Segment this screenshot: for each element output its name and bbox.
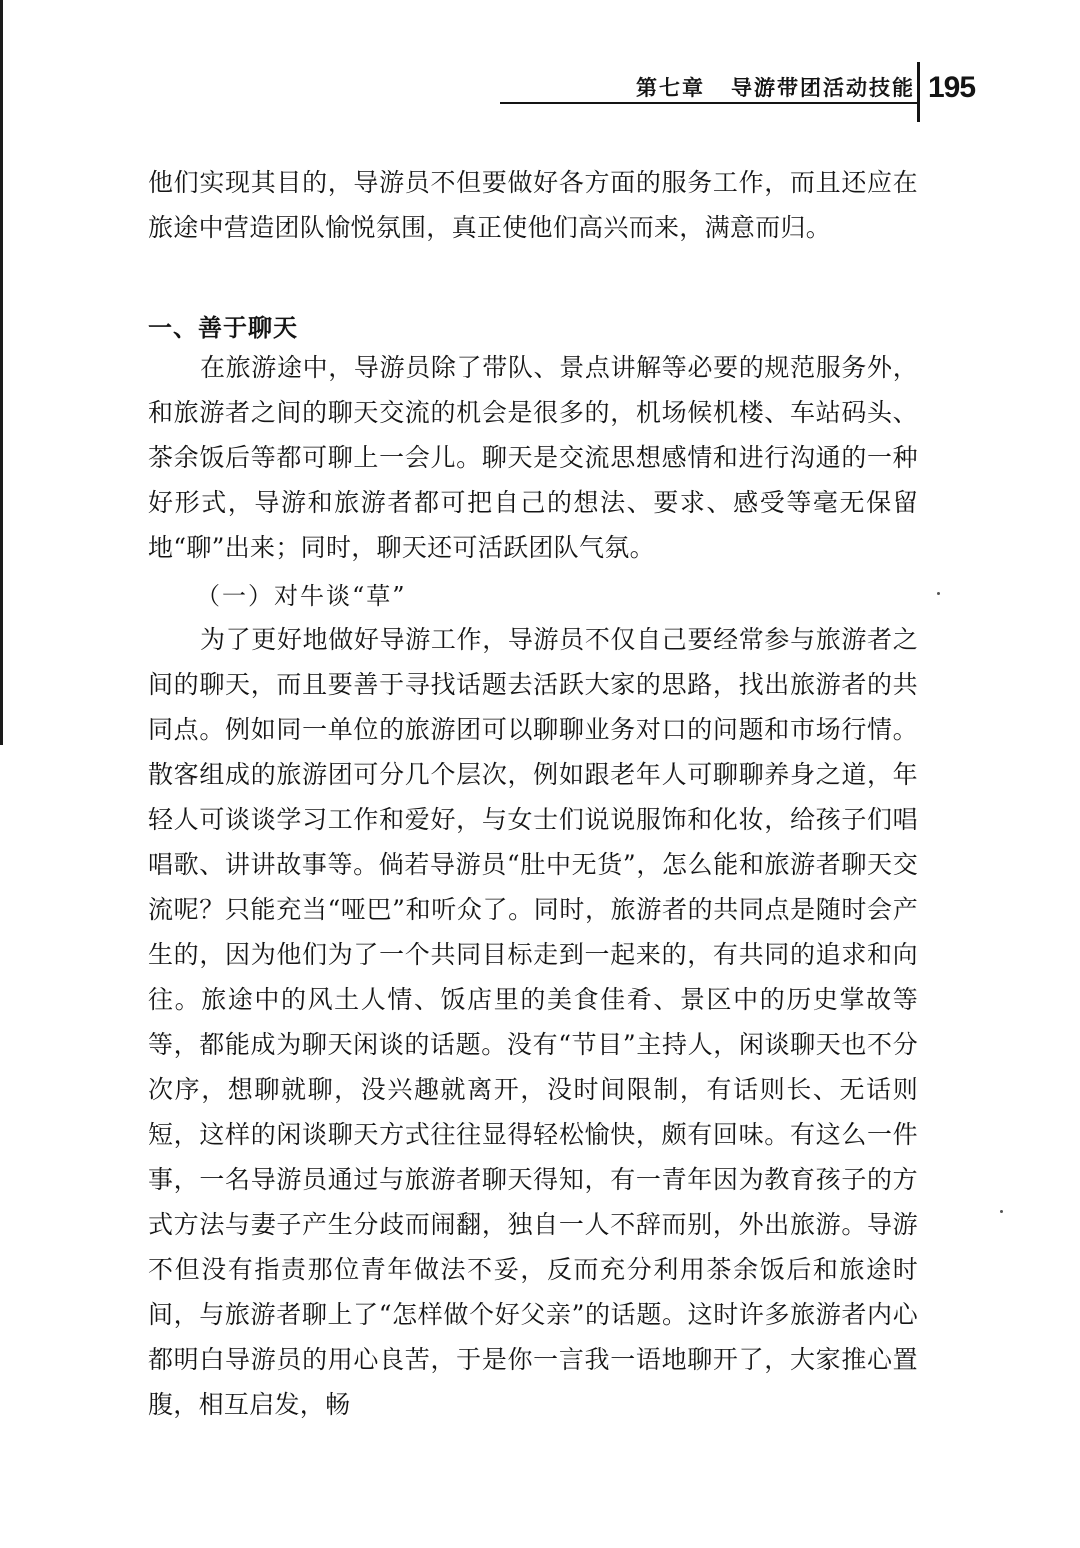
page-number: 195: [928, 71, 976, 104]
chapter-label: 第七章: [636, 76, 705, 100]
subsection-paragraph: 为了更好地做好导游工作，导游员不仅自己要经常参与旅游者之间的聊天，而且要善于寻找话题去活跃大家的思路，找出旅游者的共同点。例如同一单位的旅游团可以聊聊业务对口的问题和市场行情。散客组成的旅游团可分几个层次，例如跟老年人可聊聊养身之道，年轻人可谈谈学习工作和爱好，与女士们说说服饰和化妆，给孩子们唱唱歌、讲讲故事等。倘若导游员“肚中无货”，怎么能和旅游者聊天交流呢？只能充当“哑巴”和听众了。同时，旅游者的共同点是随时会产生的，因为他们为了一个共同目标走到一起来的，有共同的追求和向往。旅途中的风土人情、饭店里的美食佳肴、景区中的历史掌故等等，都能成为聊天闲谈的话题。没有“节目”主持人，闲谈聊天也不分次序，想聊就聊，没兴趣就离开，没时间限制，有话则长、无话则短，这样的闲谈聊天方式往往显得轻松愉快，颇有回味。有这么一件事，一名导游员通过与旅游者聊天得知，有一青年因为教育孩子的方式方法与妻子产生分歧而闹翻，独自一人不辞而别，外出旅游。导游不但没有指责那位青年做法不妥，反而充分利用茶余饭后和旅途时间，与旅游者聊上了“怎样做个好父亲”的话题。这时许多旅游者内心都明白导游员的用心良苦，于是你一言我一语地聊开了，大家推心置腹，相互启发，畅: [148, 625, 918, 1419]
header-rule: [500, 102, 918, 104]
section-heading: 一、善于聊天: [148, 314, 298, 342]
chapter-title: 导游带团活动技能: [731, 76, 915, 100]
section-paragraph: 在旅游途中，导游员除了带队、景点讲解等必要的规范服务外，和旅游者之间的聊天交流的机会是很多的，机场候机楼、车站码头、茶余饭后等都可聊上一会儿。聊天是交流思想感情和进行沟通的一种好形式，导游和旅游者都可把自己的想法、要求、感受等毫无保留地“聊”出来；同时，聊天还可活跃团队气氛。: [148, 353, 918, 562]
scan-speck: [937, 592, 940, 595]
header-vertical-bar: [917, 62, 920, 122]
scan-edge-line: [0, 0, 3, 745]
scan-speck: [1000, 1210, 1003, 1213]
running-header: [505, 72, 915, 102]
subsection-paragraph-block: [148, 617, 918, 1427]
section-paragraph-block: [148, 345, 918, 570]
intro-paragraph: 他们实现其目的，导游员不但要做好各方面的服务工作，而且还应在旅途中营造团队愉悦氛围，真正使他们高兴而来，满意而归。: [148, 168, 918, 242]
subsection-heading: （一）对牛谈“草”: [196, 582, 407, 610]
intro-paragraph-block: [148, 160, 918, 250]
